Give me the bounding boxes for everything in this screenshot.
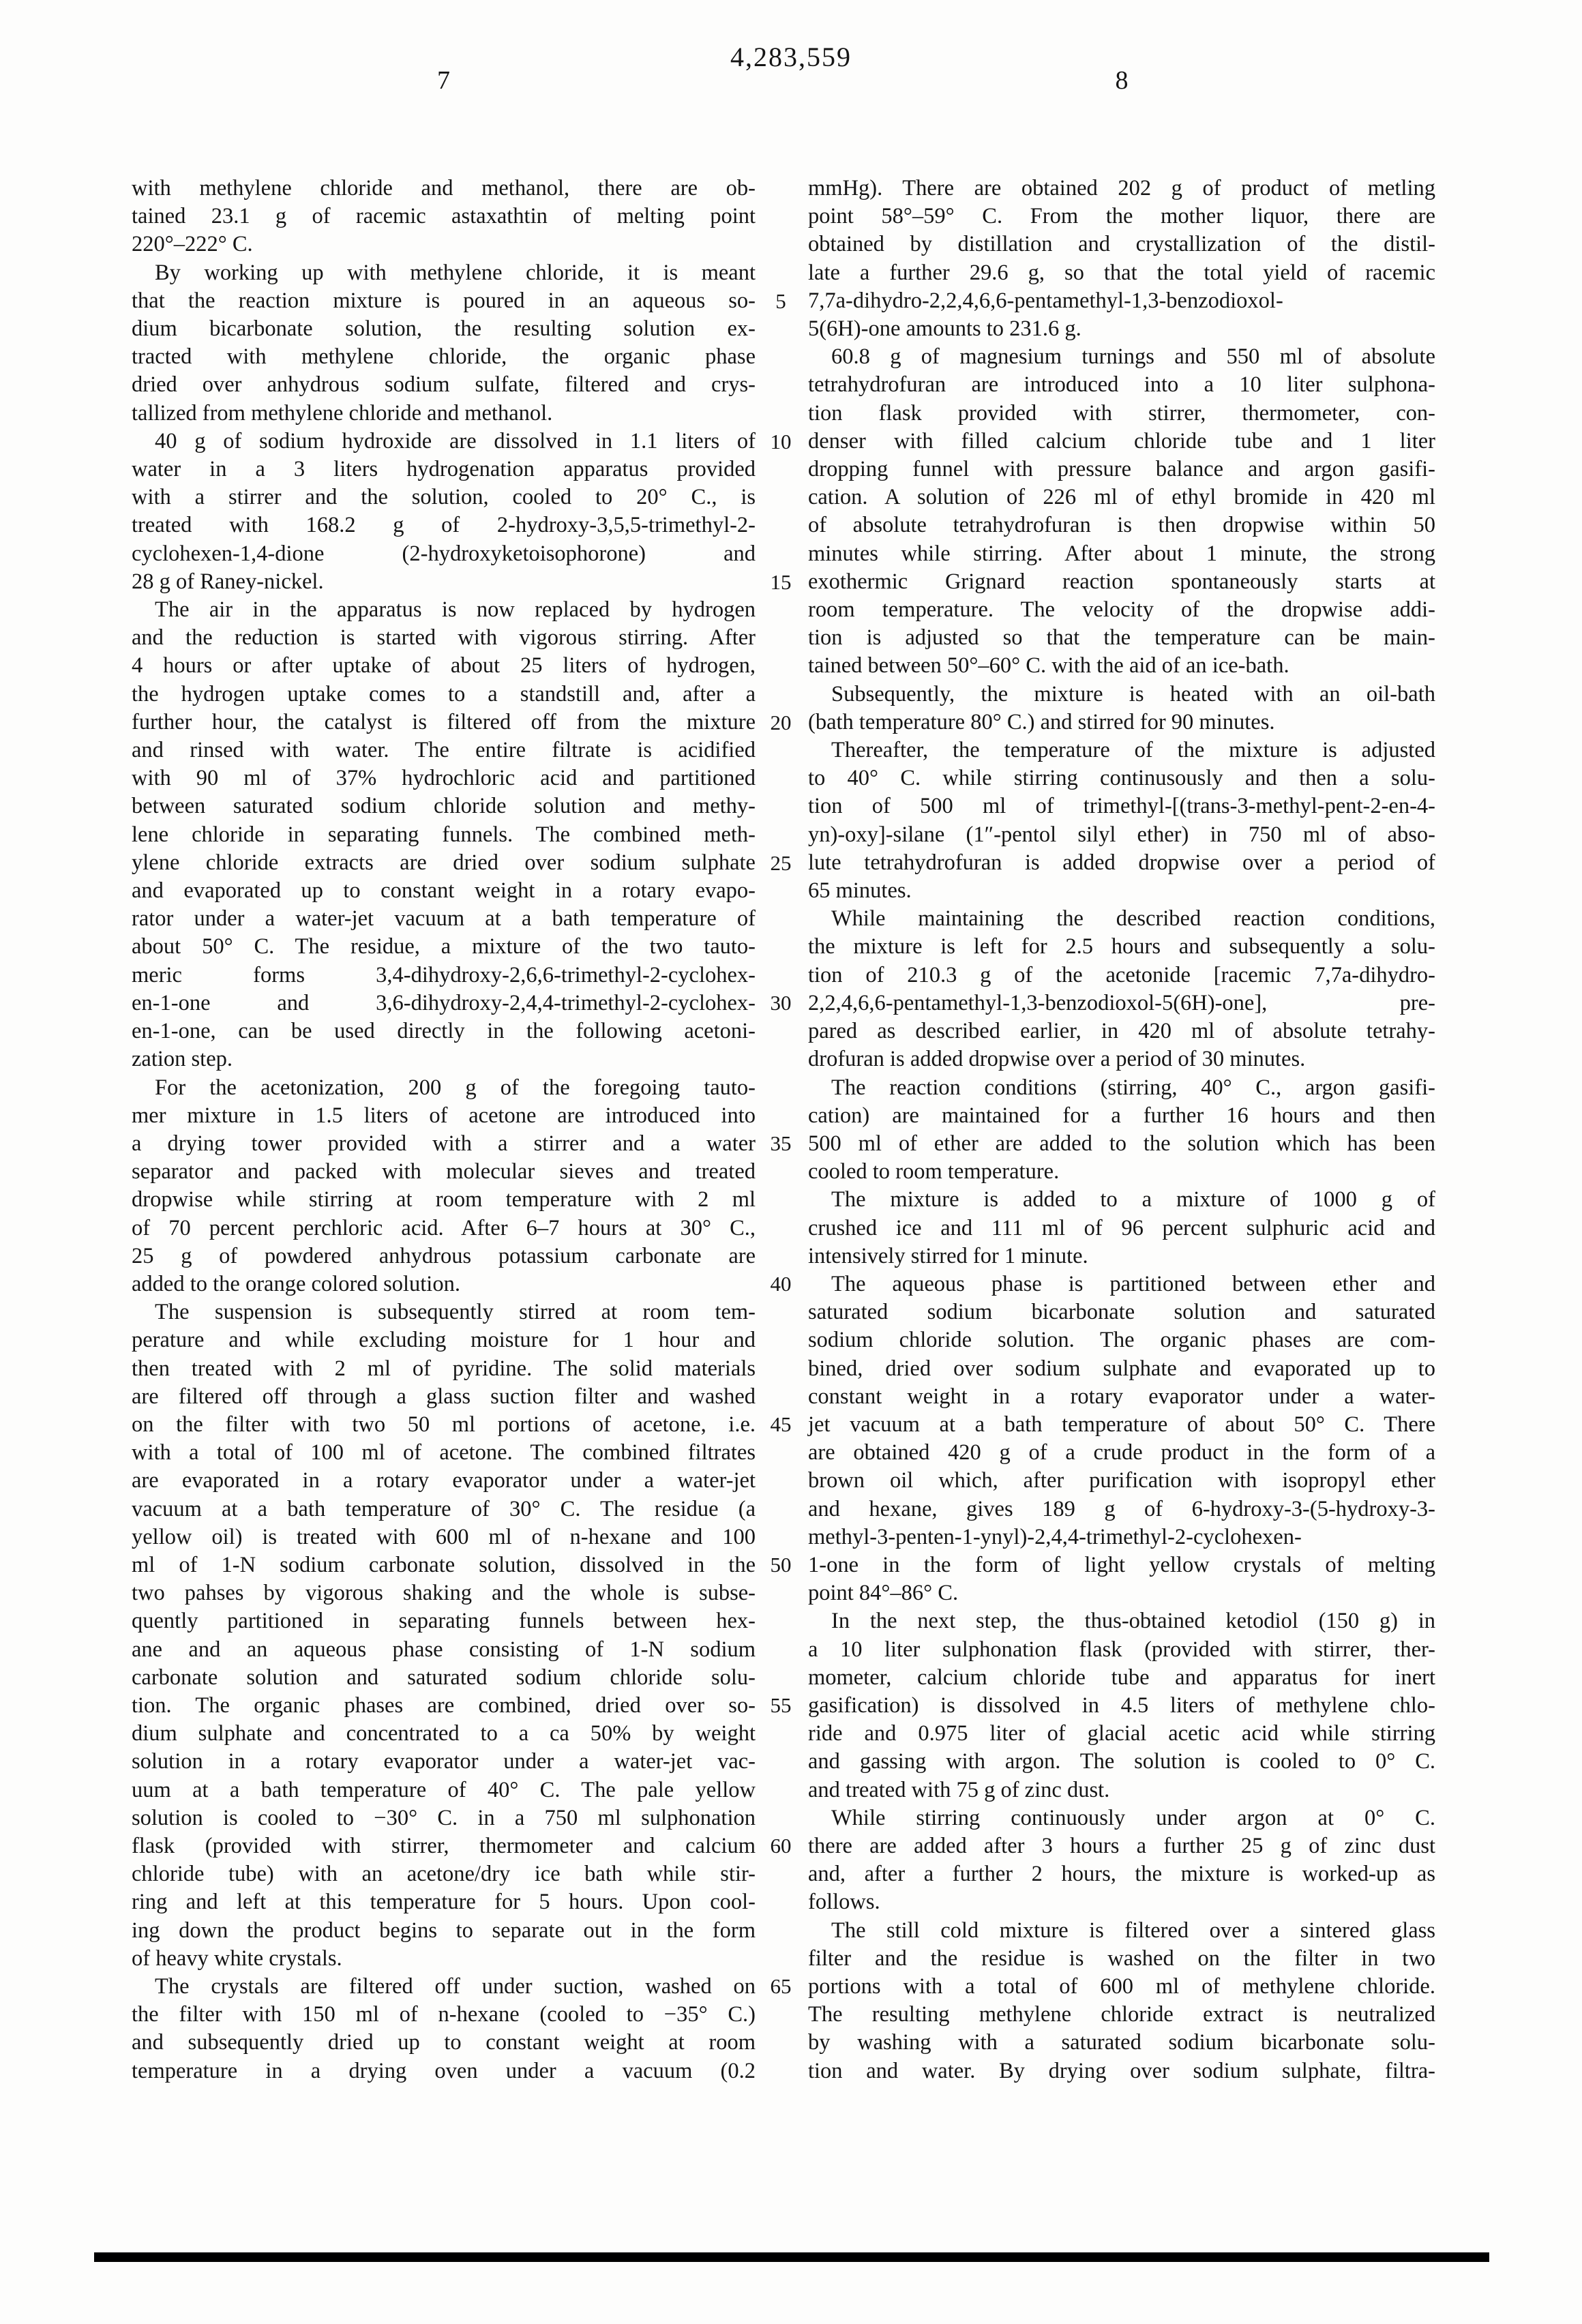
gutter-spacer [753, 1017, 808, 1045]
gutter-spacer [753, 792, 808, 820]
text-line: tion flask provided with stirrer, thermometer, con- [808, 400, 1435, 426]
gutter-spacer [753, 1523, 808, 1551]
text-line: tion of 500 ml of trimethyl-[(trans-3-methyl-pent-2-en-4- [808, 794, 1435, 819]
paragraph [132, 259, 756, 428]
text-line: the filter with 150 ml of n-hexane (cooled to −35° C.) [132, 2002, 756, 2027]
paragraph [132, 1298, 756, 1973]
text-line: solution is cooled to −30° C. in a 750 ml sulphonation [132, 1805, 756, 1830]
text-line: and subsequently dried up to constant weight at room [132, 2030, 756, 2055]
line-number: 10 [770, 429, 792, 453]
gutter-spacer [753, 1888, 808, 1916]
text-line: While stirring continuously under argon at 0° C. [831, 1805, 1435, 1830]
text-line: that the reaction mixture is poured in an aqueous so- [132, 288, 756, 313]
gutter-spacer [753, 1944, 808, 1972]
text-line: to 40° C. while stirring continusously and then a solu- [808, 766, 1435, 791]
text-line: lute tetrahydrofuran is added dropwise over a period of [808, 850, 1435, 875]
text-line: quently partitioned in separating funnels between hex- [132, 1609, 756, 1634]
gutter-spacer [753, 961, 808, 989]
text-line: While maintaining the described reaction conditions, [831, 906, 1435, 932]
text-line: with a total of 100 ml of acetone. The combined filtrates [132, 1440, 756, 1465]
text-line: a drying tower provided with a stirrer and a water [132, 1131, 756, 1156]
text-line: about 50° C. The residue, a mixture of the two tauto- [132, 934, 756, 959]
paragraph [808, 681, 1435, 736]
text-line: and gassing with argon. The solution is cooled to 0° C. [808, 1749, 1435, 1774]
gutter-spacer [753, 1354, 808, 1382]
gutter-spacer [753, 1719, 808, 1747]
text-line: room temperature. The velocity of the dropwise addi- [808, 597, 1435, 623]
line-number: 65 [770, 1974, 792, 1998]
text-line: Subsequently, the mixture is heated with an oil-bath [831, 681, 1435, 706]
text-line: intensively stirred for 1 minute. [808, 1243, 1088, 1268]
text-line: obtained by distillation and crystallization of the distil- [808, 232, 1435, 257]
line-number: 30 [770, 991, 792, 1015]
gutter-spacer [753, 483, 808, 511]
gutter-spacer [753, 1326, 808, 1354]
text-line: further hour, the catalyst is filtered off from the mixture [132, 709, 756, 734]
text-line: tallized from methylene chloride and methanol. [132, 400, 553, 426]
text-line: cation) are maintained for a further 16 hours and then [808, 1103, 1435, 1128]
gutter-spacer [753, 933, 808, 961]
text-line: cyclohexen-1,4-dione (2-hydroxyketoisophorone) and [132, 541, 756, 566]
text-line: The resulting methylene chloride extract is neutralized [808, 2002, 1435, 2027]
text-line: (bath temperature 80° C.) and stirred for 90 minutes. [808, 709, 1275, 734]
text-line: dropping funnel with pressure balance and argon gasifi- [808, 457, 1435, 482]
text-line: and, after a further 2 hours, the mixture is worked-up as [808, 1862, 1435, 1887]
text-line: ylene chloride extracts are dried over sodium sulphate [132, 850, 756, 875]
text-line: Thereafter, the temperature of the mixture is adjusted [831, 738, 1435, 763]
text-line: mer mixture in 1.5 liters of acetone are introduced into [132, 1103, 756, 1128]
line-number: 55 [770, 1693, 792, 1718]
text-line: denser with filled calcium chloride tube and 1 liter [808, 428, 1435, 453]
paragraph [808, 1804, 1435, 1917]
gutter-spacer [753, 230, 808, 258]
text-line: lene chloride in separating funnels. The combined meth- [132, 822, 756, 847]
text-line: ride and 0.975 liter of glacial acetic acid while stirring [808, 1721, 1435, 1746]
text-line: The air in the apparatus is now replaced by hydrogen [155, 597, 756, 623]
line-number: 50 [770, 1553, 792, 1577]
text-line: a 10 liter sulphonation flask (provided with stirrer, ther- [808, 1637, 1435, 1662]
text-line: saturated sodium bicarbonate solution and saturated [808, 1300, 1435, 1325]
gutter-spacer [753, 1467, 808, 1495]
text-line: meric forms 3,4-dihydroxy-2,6,6-trimethyl-2-cyclohex- [132, 962, 756, 987]
text-line: tracted with methylene chloride, the organic phase [132, 344, 756, 370]
paragraph [808, 1186, 1435, 1270]
gutter-spacer [753, 511, 808, 539]
text-line: By working up with methylene chloride, it is meant [155, 260, 756, 285]
paragraph [808, 1270, 1435, 1607]
paragraph [808, 343, 1435, 680]
text-line: and evaporated up to constant weight in a rotary evapo- [132, 878, 756, 904]
text-line: en-1-one, can be used directly in the following acetoni- [132, 1019, 756, 1044]
text-line: 40 g of sodium hydroxide are dissolved in 1.1 liters of [155, 428, 756, 453]
text-line: dium sulphate and concentrated to a ca 50% by weight [132, 1721, 756, 1746]
text-line: between saturated sodium chloride solution and methy- [132, 794, 756, 819]
text-line: the hydrogen uptake comes to a standstill and, after a [132, 681, 756, 706]
paragraph [132, 428, 756, 596]
gutter-spacer [753, 175, 808, 203]
text-line: uum at a bath temperature of 40° C. The pale yellow [132, 1777, 756, 1802]
paragraph [132, 596, 756, 1073]
line-number: 20 [770, 710, 792, 734]
text-line: For the acetonization, 200 g of the foregoing tauto- [155, 1075, 756, 1100]
column-number-left: 7 [437, 66, 450, 95]
text-line: vacuum at a bath temperature of 30° C. The residue (a [132, 1496, 756, 1521]
gutter-spacer [753, 1045, 808, 1073]
text-line: and treated with 75 g of zinc dust. [808, 1777, 1110, 1802]
gutter-spacer [753, 1158, 808, 1186]
line-number: 25 [770, 850, 792, 875]
gutter-spacer [753, 736, 808, 764]
gutter-spacer [753, 1579, 808, 1607]
text-line: 1-one in the form of light yellow crystals of melting [808, 1552, 1435, 1577]
text-line: drofuran is added dropwise over a period of 30 minutes. [808, 1047, 1306, 1072]
text-line: late a further 29.6 g, so that the total yield of racemic [808, 260, 1435, 285]
text-line: treated with 168.2 g of 2-hydroxy-3,5,5-trimethyl-2- [132, 513, 756, 538]
text-line: portions with a total of 600 ml of methylene chloride. [808, 1974, 1435, 1999]
text-line: dium bicarbonate solution, the resulting solution ex- [132, 316, 756, 342]
text-line: zation step. [132, 1047, 233, 1072]
line-number-gutter [753, 175, 808, 2085]
text-line: minutes while stirring. After about 1 minute, the strong [808, 541, 1435, 566]
text-line: tetrahydrofuran are introduced into a 10 liter sulphona- [808, 372, 1435, 398]
text-line: tained between 50°–60° C. with the aid of an ice-bath. [808, 653, 1289, 679]
gutter-spacer [753, 371, 808, 399]
paragraph [132, 1074, 756, 1299]
text-line: rator under a water-jet vacuum at a bath temperature of [132, 906, 756, 932]
text-line: 7,7a-dihydro-2,2,4,6,6-pentamethyl-1,3-benzodioxol- [808, 288, 1283, 313]
text-line: The aqueous phase is partitioned between ether and [831, 1271, 1435, 1296]
text-line: crushed ice and 111 ml of 96 percent sulphuric acid and [808, 1215, 1435, 1240]
gutter-spacer [753, 680, 808, 708]
text-line: 220°–222° C. [132, 232, 253, 257]
gutter-spacer [753, 820, 808, 848]
text-line: and rinsed with water. The entire filtrate is acidified [132, 738, 756, 763]
line-number: 35 [770, 1131, 792, 1156]
gutter-spacer [753, 343, 808, 371]
text-line: and hexane, gives 189 g of 6-hydroxy-3-(5-hydroxy-3- [808, 1496, 1435, 1521]
gutter-spacer [753, 1242, 808, 1270]
text-line: yellow oil) is treated with 600 ml of n-hexane and 100 [132, 1524, 756, 1549]
text-line: pared as described earlier, in 420 ml of absolute tetrahy- [808, 1019, 1435, 1044]
text-line: 5(6H)-one amounts to 231.6 g. [808, 316, 1081, 342]
line-number: 15 [770, 569, 792, 594]
text-line: there are added after 3 hours a further 25 g of zinc dust [808, 1833, 1435, 1858]
text-line: constant weight in a rotary evaporator under a water- [808, 1384, 1435, 1409]
gutter-spacer [753, 2000, 808, 2028]
gutter-spacer [753, 2057, 808, 2085]
text-line: 500 ml of ether are added to the solution which has been [808, 1131, 1435, 1156]
text-line: ing down the product begins to separate out in the form [132, 1918, 756, 1943]
gutter-spacer [753, 1663, 808, 1691]
gutter-spacer [753, 905, 808, 933]
gutter-spacer [753, 1860, 808, 1888]
gutter-spacer [753, 1607, 808, 1635]
text-line: tion is adjusted so that the temperature can be main- [808, 625, 1435, 651]
text-line: carbonate solution and saturated sodium chloride solu- [132, 1665, 756, 1690]
text-line: the mixture is left for 2.5 hours and subsequently a solu- [808, 934, 1435, 959]
gutter-spacer [753, 1748, 808, 1776]
text-line: filter and the residue is washed on the filter in two [808, 1946, 1435, 1971]
text-line: cooled to room temperature. [808, 1159, 1060, 1185]
gutter-spacer [753, 1073, 808, 1101]
paragraph [808, 1917, 1435, 2085]
text-line: 60.8 g of magnesium turnings and 550 ml of absolute [831, 344, 1435, 370]
text-line: The mixture is added to a mixture of 1000 g of [831, 1187, 1435, 1212]
text-line: gasification) is dissolved in 4.5 liters of methylene chlo- [808, 1693, 1435, 1718]
bottom-rule [94, 2252, 1489, 2262]
gutter-spacer [753, 539, 808, 567]
text-line: cation. A solution of 226 ml of ethyl bromide in 420 ml [808, 485, 1435, 510]
text-line: separator and packed with molecular sieves and treated [132, 1159, 756, 1185]
gutter-spacer [753, 1382, 808, 1410]
text-line: ring and left at this temperature for 5 hours. Upon cool- [132, 1890, 756, 1915]
gutter-spacer [753, 1214, 808, 1242]
gutter-spacer [753, 1101, 808, 1129]
text-line: The reaction conditions (stirring, 40° C., argon gasifi- [831, 1075, 1435, 1100]
text-line: exothermic Grignard reaction spontaneously starts at [808, 569, 1435, 594]
text-line: chloride tube) with an acetone/dry ice bath while stir- [132, 1862, 756, 1887]
text-line: mmHg). There are obtained 202 g of product of metling [808, 176, 1435, 200]
text-line: of heavy white crystals. [132, 1946, 342, 1971]
patent-number: 4,283,559 [730, 42, 852, 72]
gutter-spacer [753, 1438, 808, 1466]
paragraph [132, 175, 756, 259]
paragraph [808, 736, 1435, 905]
text-line: tion and water. By drying over sodium sulphate, filtra- [808, 2058, 1435, 2083]
text-line: tion. The organic phases are combined, dried over so- [132, 1693, 756, 1718]
text-line: mometer, calcium chloride tube and apparatus for inert [808, 1665, 1435, 1690]
text-line: 28 g of Raney-nickel. [132, 569, 324, 594]
text-line: follows. [808, 1890, 880, 1915]
line-number: 5 [775, 288, 786, 313]
gutter-spacer [753, 1186, 808, 1214]
gutter-spacer [753, 1495, 808, 1523]
gutter-spacer [753, 400, 808, 428]
text-line: The suspension is subsequently stirred at room tem- [155, 1300, 756, 1325]
text-line: dried over anhydrous sodium sulfate, filtered and crys- [132, 372, 756, 398]
text-line: by washing with a saturated sodium bicarbonate solu- [808, 2030, 1435, 2055]
gutter-spacer [753, 877, 808, 905]
text-line: 4 hours or after uptake of about 25 liters of hydrogen, [132, 653, 756, 679]
text-line: jet vacuum at a bath temperature of about 50° C. There [808, 1412, 1435, 1437]
gutter-spacer [753, 1804, 808, 1832]
text-line: ml of 1-N sodium carbonate solution, dissolved in the [132, 1552, 756, 1577]
paragraph [808, 905, 1435, 1073]
gutter-spacer [753, 764, 808, 792]
paragraph [808, 1607, 1435, 1804]
column-left [132, 175, 756, 2085]
gutter-spacer [753, 1635, 808, 1663]
text-line: temperature in a drying oven under a vacuum (0.2 [132, 2058, 756, 2083]
text-line: point 58°–59° C. From the mother liquor, there are [808, 204, 1435, 229]
text-line: tained 23.1 g of racemic astaxathtin of melting point [132, 204, 756, 229]
text-line: 25 g of powdered anhydrous potassium carbonate are [132, 1243, 756, 1268]
text-line: ane and an aqueous phase consisting of 1-N sodium [132, 1637, 756, 1662]
text-line: bined, dried over sodium sulphate and evaporated up to [808, 1356, 1435, 1381]
text-line: are filtered off through a glass suction filter and washed [132, 1384, 756, 1409]
text-line: two pahses by vigorous shaking and the whole is subse- [132, 1581, 756, 1606]
text-line: water in a 3 liters hydrogenation apparatus provided [132, 457, 756, 482]
gutter-spacer [753, 1776, 808, 1804]
column-number-right: 8 [1115, 66, 1129, 95]
text-line: of absolute tetrahydrofuran is then dropwise within 50 [808, 513, 1435, 538]
text-line: are obtained 420 g of a crude product in the form of a [808, 1440, 1435, 1465]
text-line: dropwise while stirring at room temperature with 2 ml [132, 1187, 756, 1212]
text-line: en-1-one and 3,6-dihydroxy-2,4,4-trimethyl-2-cyclohex- [132, 990, 756, 1015]
gutter-spacer [753, 259, 808, 287]
text-line: flask (provided with stirrer, thermometer and calcium [132, 1833, 756, 1858]
gutter-spacer [753, 203, 808, 230]
text-line: The still cold mixture is filtered over a sintered glass [831, 1918, 1435, 1943]
gutter-spacer [753, 315, 808, 343]
gutter-spacer [753, 456, 808, 483]
gutter-spacer [753, 1298, 808, 1326]
text-line: solution in a rotary evaporator under a water-jet vac- [132, 1749, 756, 1774]
text-line: point 84°–86° C. [808, 1581, 959, 1606]
paragraph [808, 175, 1435, 343]
gutter-spacer [753, 596, 808, 624]
text-line: 2,2,4,6,6-pentamethyl-1,3-benzodioxol-5(6H)-one], pre- [808, 990, 1435, 1015]
text-line: methyl-3-penten-1-ynyl)-2,4,4-trimethyl-2-cyclohexen- [808, 1524, 1302, 1549]
column-right [808, 175, 1435, 2085]
text-line: tion of 210.3 g of the acetonide [racemic 7,7a-dihydro- [808, 962, 1435, 987]
text-line: brown oil which, after purification with isopropyl ether [808, 1468, 1435, 1493]
text-line: The crystals are filtered off under suction, washed on [155, 1974, 756, 1999]
paragraph [132, 1973, 756, 2085]
text-line: of 70 percent perchloric acid. After 6–7 hours at 30° C., [132, 1215, 756, 1240]
text-line: on the filter with two 50 ml portions of acetone, i.e. [132, 1412, 756, 1437]
text-line: with methylene chloride and methanol, there are ob- [132, 176, 756, 200]
text-line: with 90 ml of 37% hydrochloric acid and partitioned [132, 766, 756, 791]
gutter-spacer [753, 652, 808, 680]
text-line: yn)-oxy]-silane (1″-pentol silyl ether) in 750 ml of abso- [808, 822, 1435, 847]
text-line: sodium chloride solution. The organic phases are com- [808, 1328, 1435, 1353]
text-line: with a stirrer and the solution, cooled to 20° C., is [132, 485, 756, 510]
gutter-spacer [753, 2028, 808, 2056]
paragraph [808, 1074, 1435, 1187]
gutter-spacer [753, 1916, 808, 1944]
text-line: are evaporated in a rotary evaporator under a water-jet [132, 1468, 756, 1493]
gutter-spacer [753, 624, 808, 652]
text-line: perature and while excluding moisture for 1 hour and [132, 1328, 756, 1353]
text-line: and the reduction is started with vigorous stirring. After [132, 625, 756, 651]
text-line: added to the orange colored solution. [132, 1271, 460, 1296]
line-number: 60 [770, 1834, 792, 1858]
line-number: 45 [770, 1412, 792, 1437]
line-number: 40 [770, 1272, 792, 1296]
text-line: 65 minutes. [808, 878, 912, 904]
text-line: In the next step, the thus-obtained ketodiol (150 g) in [831, 1609, 1435, 1634]
text-line: then treated with 2 ml of pyridine. The solid materials [132, 1356, 756, 1381]
